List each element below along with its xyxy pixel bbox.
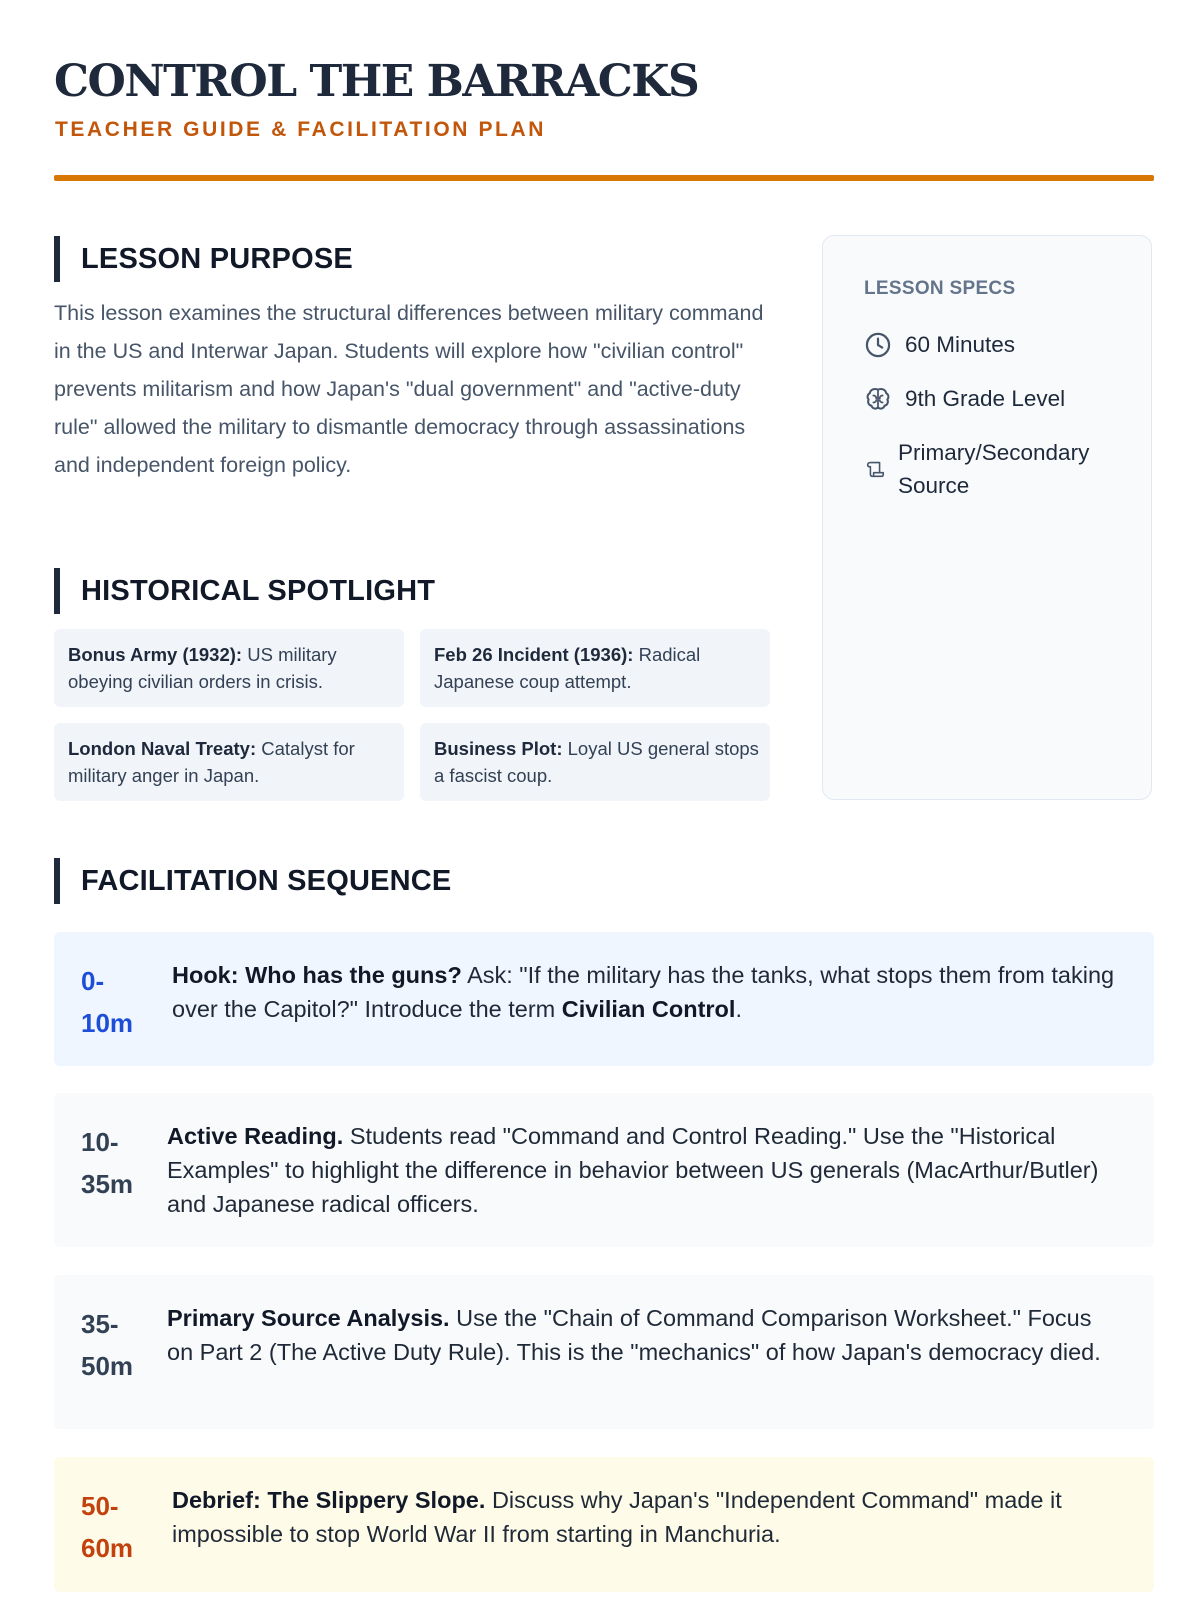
step-title: Active Reading. xyxy=(167,1123,344,1149)
step-tail: . xyxy=(735,996,742,1022)
sequence-step-primary-source-analysis xyxy=(54,1275,1154,1429)
lesson-specs-panel xyxy=(822,235,1152,800)
spotlight-text: Loyal US general stops a fascist coup. xyxy=(434,738,759,786)
spotlight-text: US military obeying civilian orders in crisis. xyxy=(68,644,337,692)
spotlight-term: Business Plot: xyxy=(434,738,563,759)
header-divider xyxy=(54,175,1154,181)
spotlight-card-feb-26-incident xyxy=(420,629,770,707)
sequence-step-hook xyxy=(54,932,1154,1066)
spotlight-term: London Naval Treaty: xyxy=(68,738,257,759)
step-title: Hook: Who has the guns? xyxy=(172,962,462,988)
step-emphasis: Civilian Control xyxy=(561,996,736,1022)
scroll-icon xyxy=(864,458,886,480)
step-time: 0-10m xyxy=(81,966,134,1038)
step-description xyxy=(172,1483,1118,1551)
lesson-specs-label: LESSON SPECS xyxy=(864,278,1016,299)
spotlight-text: Catalyst for military anger in Japan. xyxy=(68,738,355,786)
step-description xyxy=(172,958,1118,1026)
facilitation-sequence-heading: FACILITATION SEQUENCE xyxy=(54,858,451,904)
step-description xyxy=(167,1301,1118,1369)
spec-source-type xyxy=(864,436,1128,502)
page-title: CONTROL THE BARRACKS xyxy=(54,56,699,107)
step-text: Ask: "If the military has the tanks, what stops them from taking over the Capitol?" Introduce the term xyxy=(172,962,1115,1022)
spec-source-type-text: Primary/Secondary Source xyxy=(898,440,1090,498)
step-time: 50-60m xyxy=(81,1491,134,1563)
step-title: Primary Source Analysis. xyxy=(167,1305,450,1331)
step-time: 35-50m xyxy=(81,1309,134,1381)
brain-icon xyxy=(864,385,892,413)
spec-grade-level xyxy=(864,382,1065,415)
historical-spotlight-heading: HISTORICAL SPOTLIGHT xyxy=(54,568,435,614)
spec-duration xyxy=(864,328,1015,361)
spotlight-card-london-naval-treaty xyxy=(54,723,404,801)
spec-grade-level-text: 9th Grade Level xyxy=(905,386,1066,411)
step-title: Debrief: The Slippery Slope. xyxy=(172,1487,486,1513)
step-description xyxy=(167,1119,1118,1221)
step-time: 10-35m xyxy=(81,1127,134,1199)
spotlight-card-bonus-army xyxy=(54,629,404,707)
spotlight-card-business-plot xyxy=(420,723,770,801)
spec-duration-text: 60 Minutes xyxy=(905,332,1016,357)
lesson-purpose-heading: LESSON PURPOSE xyxy=(54,236,353,282)
step-text: Discuss why Japan's "Independent Command" made it impossible to stop World War II from starting in Manchuria. xyxy=(172,1487,1062,1547)
spotlight-term: Bonus Army (1932): xyxy=(68,644,243,665)
lesson-purpose-text: This lesson examines the structural differences between military command in the US and Interwar Japan. Students will explore how "civilian control" prevents militarism and how Japan's "dual government" and "active-duty rule" allowed the military to dismantle democracy through assassinations and independent foreign policy. xyxy=(54,301,764,477)
step-text: Use the "Chain of Command Comparison Worksheet." Focus on Part 2 (The Active Duty Rule). This is the "mechanics" of how Japan's democracy died. xyxy=(167,1305,1101,1365)
clock-icon xyxy=(864,331,892,359)
sequence-step-debrief xyxy=(54,1457,1154,1592)
spotlight-term: Feb 26 Incident (1936): xyxy=(434,644,634,665)
step-text: Students read "Command and Control Reading." Use the "Historical Examples" to highlight the difference in behavior between US generals (MacArthur/Butler) and Japanese radical officers. xyxy=(167,1123,1099,1217)
spotlight-text: Radical Japanese coup attempt. xyxy=(434,644,701,692)
sequence-step-active-reading xyxy=(54,1093,1154,1247)
page-subtitle: TEACHER GUIDE & FACILITATION PLAN xyxy=(55,118,547,141)
